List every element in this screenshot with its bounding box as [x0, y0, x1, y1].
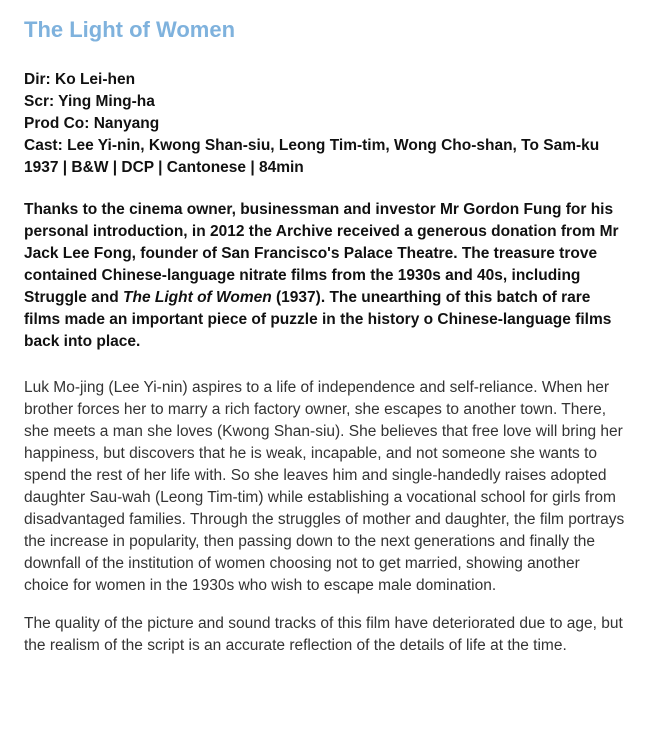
intro-text-after-title: (1937). The unearthing of this batch of rare films made an important piece of puzzle in the history o Chinese-language films back into place.: [24, 289, 612, 350]
film-synopsis: Luk Mo-jing (Lee Yi-nin) aspires to a life of independence and self-reliance. When her brother forces her to marry a rich factory owner, she escapes to another town. There, she meets a man she loves (Kwong Shan-siu). She believes that free love will bring her happiness, but discovers that he is weak, incapable, and not someone she wants to spend the rest of her life with. So she leaves him and single-handedly raises adopted daughter Sau-wah (Leong Tim-tim) while establishing a vocational school for girls from disadvantaged families. Through the struggles of mother and daughter, the film portrays the increase in popularity, then passing down to the next generations and finally the downfall of the institution of women choosing not to get married, showing another choice for women in the 1930s who wish to escape male domination.: [24, 379, 625, 594]
cast-credit: Cast: Lee Yi-nin, Kwong Shan-siu, Leong Tim-tim, Wong Cho-shan, To Sam-ku: [24, 137, 600, 154]
film-details: 1937 | B&W | DCP | Cantonese | 84min: [24, 159, 304, 176]
film-title: The Light of Women: [24, 17, 236, 42]
production-company-credit: Prod Co: Nanyang: [24, 115, 160, 132]
preservation-note: The quality of the picture and sound tracks of this film have deteriorated due to age, but the realism of the script is an accurate reflection of the details of life at the time.: [24, 614, 623, 654]
archive-introduction: [24, 199, 628, 353]
screenwriter-credit: Scr: Ying Ming-ha: [24, 93, 155, 110]
intro-italic-film-title: The Light of Women: [123, 289, 272, 306]
director-credit: Dir: Ko Lei-hen: [24, 71, 136, 88]
intro-text-before-title: Thanks to the cinema owner, businessman and investor Mr Gordon Fung for his personal introduction, in 2012 the Archive received a generous donation from Mr Jack Lee Fong, founder of San Francisco's Palace Theatre. The treasure trove contained Chinese-language nitrate films from the 1930s and 40s, including Struggle and: [24, 201, 619, 306]
film-credits: [24, 69, 628, 179]
